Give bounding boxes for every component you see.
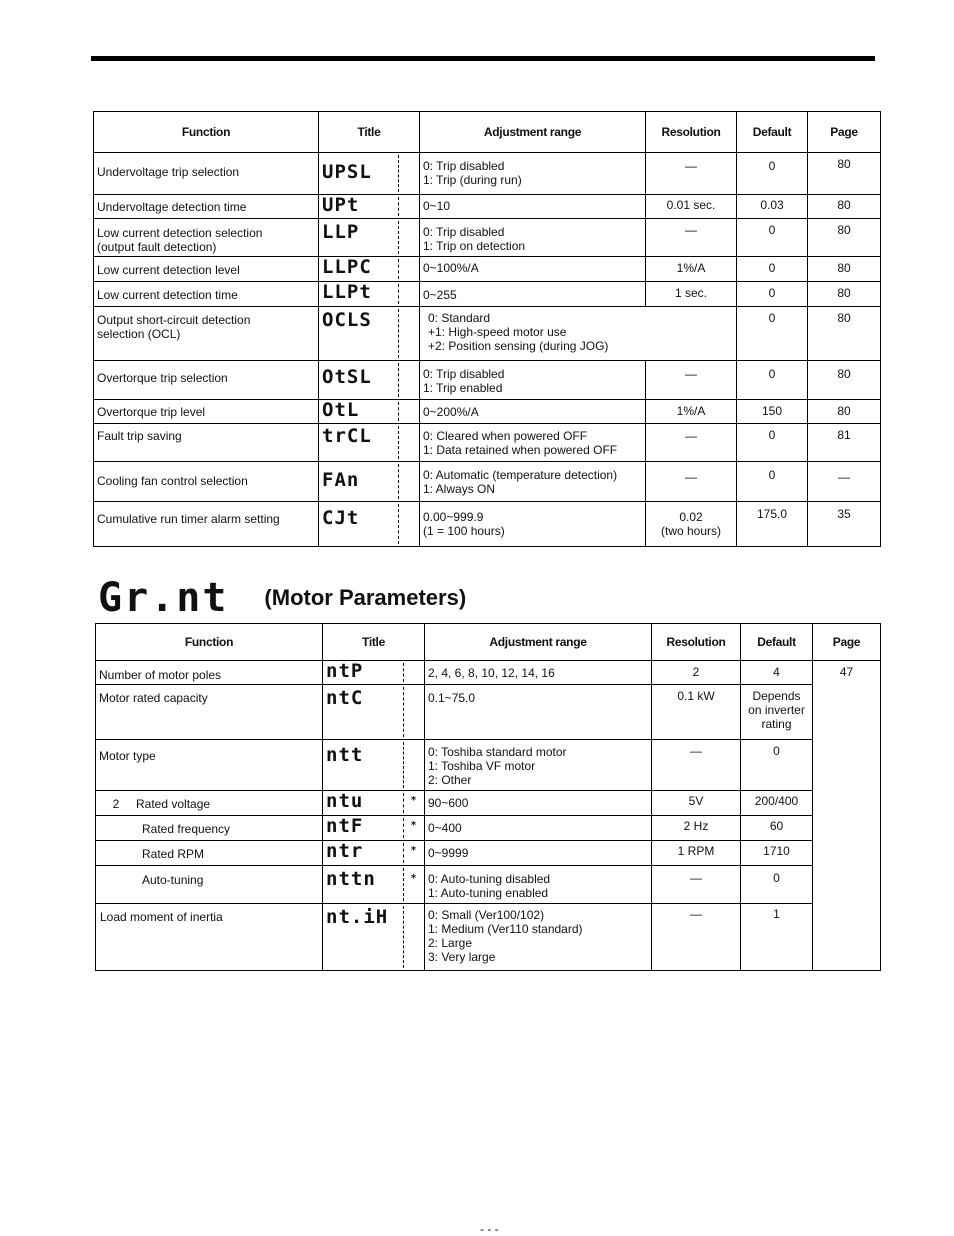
title-code: OCLS <box>319 307 420 361</box>
table-header-row <box>94 112 881 153</box>
title-code <box>323 816 425 841</box>
asterisk-mark: * <box>410 845 418 856</box>
title-code: nt.iH <box>323 904 425 971</box>
title-code: ntt <box>323 740 425 791</box>
table-row <box>94 424 881 462</box>
title-code <box>323 841 425 866</box>
page-cell: 35 <box>808 502 881 547</box>
title-code: LLP <box>319 219 420 257</box>
resolution-cell: 0.02 (two hours) <box>646 502 737 547</box>
default-cell: 60 <box>741 816 813 841</box>
page-cell: 80 <box>808 361 881 400</box>
default-cell: 150 <box>737 400 808 424</box>
function-cell: Undervoltage trip selection <box>94 153 319 195</box>
page-cell: 80 <box>808 307 881 361</box>
table-row <box>96 791 881 816</box>
protection-parameters-table <box>93 111 881 547</box>
table-row <box>94 257 881 282</box>
function-cell: Cooling fan control selection <box>94 462 319 502</box>
resolution-cell: — <box>646 462 737 502</box>
asterisk-mark: * <box>410 820 418 831</box>
resolution-cell: — <box>652 866 741 904</box>
table-row <box>94 400 881 424</box>
function-cell: Low current detection level <box>94 257 319 282</box>
default-cell: 0 <box>737 424 808 462</box>
default-cell: 1 <box>741 904 813 971</box>
resolution-cell: — <box>652 740 741 791</box>
page-cell: 80 <box>808 400 881 424</box>
range-cell: 0~200%/A <box>420 400 646 424</box>
function-cell <box>96 791 323 816</box>
function-cell: Motor type <box>96 740 323 791</box>
title-code <box>323 791 425 816</box>
title-code: CJt <box>319 502 420 547</box>
function-cell: Output short-circuit detection selection (OCL) <box>94 307 319 361</box>
table-row <box>96 866 881 904</box>
function-cell: Load moment of inertia <box>96 904 323 971</box>
default-cell: 0 <box>737 257 808 282</box>
range-cell: 0: Toshiba standard motor 1: Toshiba VF motor 2: Other <box>425 740 652 791</box>
resolution-cell: 5V <box>652 791 741 816</box>
table-header-row <box>96 624 881 661</box>
page-cell: 80 <box>808 153 881 195</box>
page-cell: 80 <box>808 219 881 257</box>
motor-parameters-table <box>95 623 881 971</box>
resolution-cell: — <box>646 153 737 195</box>
table-row <box>96 841 881 866</box>
function-cell: Low current detection selection (output fault detection) <box>94 219 319 257</box>
table-row <box>94 195 881 219</box>
default-cell: 200/400 <box>741 791 813 816</box>
header-page: Page <box>813 624 881 661</box>
header-title: Title <box>319 112 420 153</box>
group-number: 2 <box>112 797 120 811</box>
default-cell: 0 <box>741 740 813 791</box>
range-cell: 0: Trip disabled 1: Trip (during run) <box>420 153 646 195</box>
header-function: Function <box>94 112 319 153</box>
table-row <box>94 219 881 257</box>
header-title: Title <box>323 624 425 661</box>
header-page: Page <box>808 112 881 153</box>
title-code: LLPC <box>319 257 420 282</box>
table-row <box>94 153 881 195</box>
table-row <box>96 816 881 841</box>
resolution-cell: 1%/A <box>646 257 737 282</box>
range-cell: 0~9999 <box>425 841 652 866</box>
range-cell: 0~100%/A <box>420 257 646 282</box>
page-cell: 80 <box>808 195 881 219</box>
default-cell: 0 <box>737 361 808 400</box>
resolution-cell: — <box>646 361 737 400</box>
range-cell: 0: Small (Ver100/102) 1: Medium (Ver110 standard) 2: Large 3: Very large <box>425 904 652 971</box>
range-cell: 0: Standard +1: High-speed motor use +2: Position sensing (during JOG) <box>420 307 737 361</box>
default-cell: 0 <box>737 219 808 257</box>
resolution-cell: 1%/A <box>646 400 737 424</box>
range-cell: 2, 4, 6, 8, 10, 12, 14, 16 <box>425 661 652 685</box>
resolution-cell: 0.01 sec. <box>646 195 737 219</box>
resolution-cell: 1 RPM <box>652 841 741 866</box>
default-cell: 1710 <box>741 841 813 866</box>
page-number: - - - <box>480 1222 499 1236</box>
range-cell: 0: Automatic (temperature detection) 1: Always ON <box>420 462 646 502</box>
range-cell: 0.00~999.9 (1 = 100 hours) <box>420 502 646 547</box>
header-default: Default <box>741 624 813 661</box>
title-code: OtL <box>319 400 420 424</box>
range-cell: 0: Auto-tuning disabled 1: Auto-tuning enabled <box>425 866 652 904</box>
default-cell: 0 <box>737 307 808 361</box>
function-cell: Cumulative run timer alarm setting <box>94 502 319 547</box>
default-cell: 0 <box>741 866 813 904</box>
table-row <box>96 904 881 971</box>
section-title: (Motor Parameters) <box>264 585 467 610</box>
top-rule <box>91 56 875 61</box>
range-cell: 0~10 <box>420 195 646 219</box>
range-cell: 0: Cleared when powered OFF 1: Data retained when powered OFF <box>420 424 646 462</box>
page-cell: 81 <box>808 424 881 462</box>
function-cell: Low current detection time <box>94 282 319 307</box>
default-cell: 0 <box>737 282 808 307</box>
resolution-cell: 2 Hz <box>652 816 741 841</box>
default-cell: Depends on inverter rating <box>741 685 813 740</box>
table-row <box>96 661 881 685</box>
function-cell: Overtorque trip selection <box>94 361 319 400</box>
resolution-cell: 0.1 kW <box>652 685 741 740</box>
table-row <box>94 462 881 502</box>
page-cell: 47 <box>813 661 881 971</box>
function-cell: Motor rated capacity <box>96 685 323 740</box>
title-code <box>323 866 425 904</box>
default-cell: 0 <box>737 462 808 502</box>
function-cell: Auto-tuning <box>96 866 323 904</box>
function-cell: Rated RPM <box>96 841 323 866</box>
range-cell: 0.1~75.0 <box>425 685 652 740</box>
title-code: trCL <box>319 424 420 462</box>
title-code-text: nttn <box>326 868 376 890</box>
title-code-text: ntu <box>326 790 364 812</box>
default-cell: 0 <box>737 153 808 195</box>
title-code-text: ntr <box>326 840 364 862</box>
resolution-cell: — <box>652 904 741 971</box>
resolution-cell: 1 sec. <box>646 282 737 307</box>
table-row <box>94 282 881 307</box>
table-row <box>94 361 881 400</box>
function-cell: Overtorque trip level <box>94 400 319 424</box>
resolution-cell: 2 <box>652 661 741 685</box>
default-cell: 4 <box>741 661 813 685</box>
function-cell: Fault trip saving <box>94 424 319 462</box>
resolution-cell: — <box>646 424 737 462</box>
group-code-logo: Gr.nt <box>98 575 229 621</box>
range-cell: 0: Trip disabled 1: Trip enabled <box>420 361 646 400</box>
header-adjustment-range: Adjustment range <box>420 112 646 153</box>
title-code: LLPt <box>319 282 420 307</box>
function-cell: Rated frequency <box>96 816 323 841</box>
title-code: ntC <box>323 685 425 740</box>
title-code: OtSL <box>319 361 420 400</box>
function-label: Rated voltage <box>136 797 211 811</box>
title-code: FAn <box>319 462 420 502</box>
range-cell: 0~255 <box>420 282 646 307</box>
header-adjustment-range: Adjustment range <box>425 624 652 661</box>
header-resolution: Resolution <box>652 624 741 661</box>
function-cell: Number of motor poles <box>96 661 323 685</box>
default-cell: 0.03 <box>737 195 808 219</box>
page-cell: 80 <box>808 282 881 307</box>
page-cell: — <box>808 462 881 502</box>
page-cell: 80 <box>808 257 881 282</box>
title-code: UPt <box>319 195 420 219</box>
table-row <box>94 307 881 361</box>
range-cell: 0: Trip disabled 1: Trip on detection <box>420 219 646 257</box>
title-code: UPSL <box>319 153 420 195</box>
table-row <box>96 740 881 791</box>
section-heading <box>98 577 466 619</box>
asterisk-mark: * <box>410 795 418 806</box>
table-row <box>94 502 881 547</box>
resolution-cell: — <box>646 219 737 257</box>
default-cell: 175.0 <box>737 502 808 547</box>
header-default: Default <box>737 112 808 153</box>
header-resolution: Resolution <box>646 112 737 153</box>
title-code-text: ntF <box>326 815 364 837</box>
asterisk-mark: * <box>410 873 418 884</box>
range-cell: 0~400 <box>425 816 652 841</box>
range-cell: 90~600 <box>425 791 652 816</box>
table-row <box>96 685 881 740</box>
title-code: ntP <box>323 661 425 685</box>
header-function: Function <box>96 624 323 661</box>
function-cell: Undervoltage detection time <box>94 195 319 219</box>
